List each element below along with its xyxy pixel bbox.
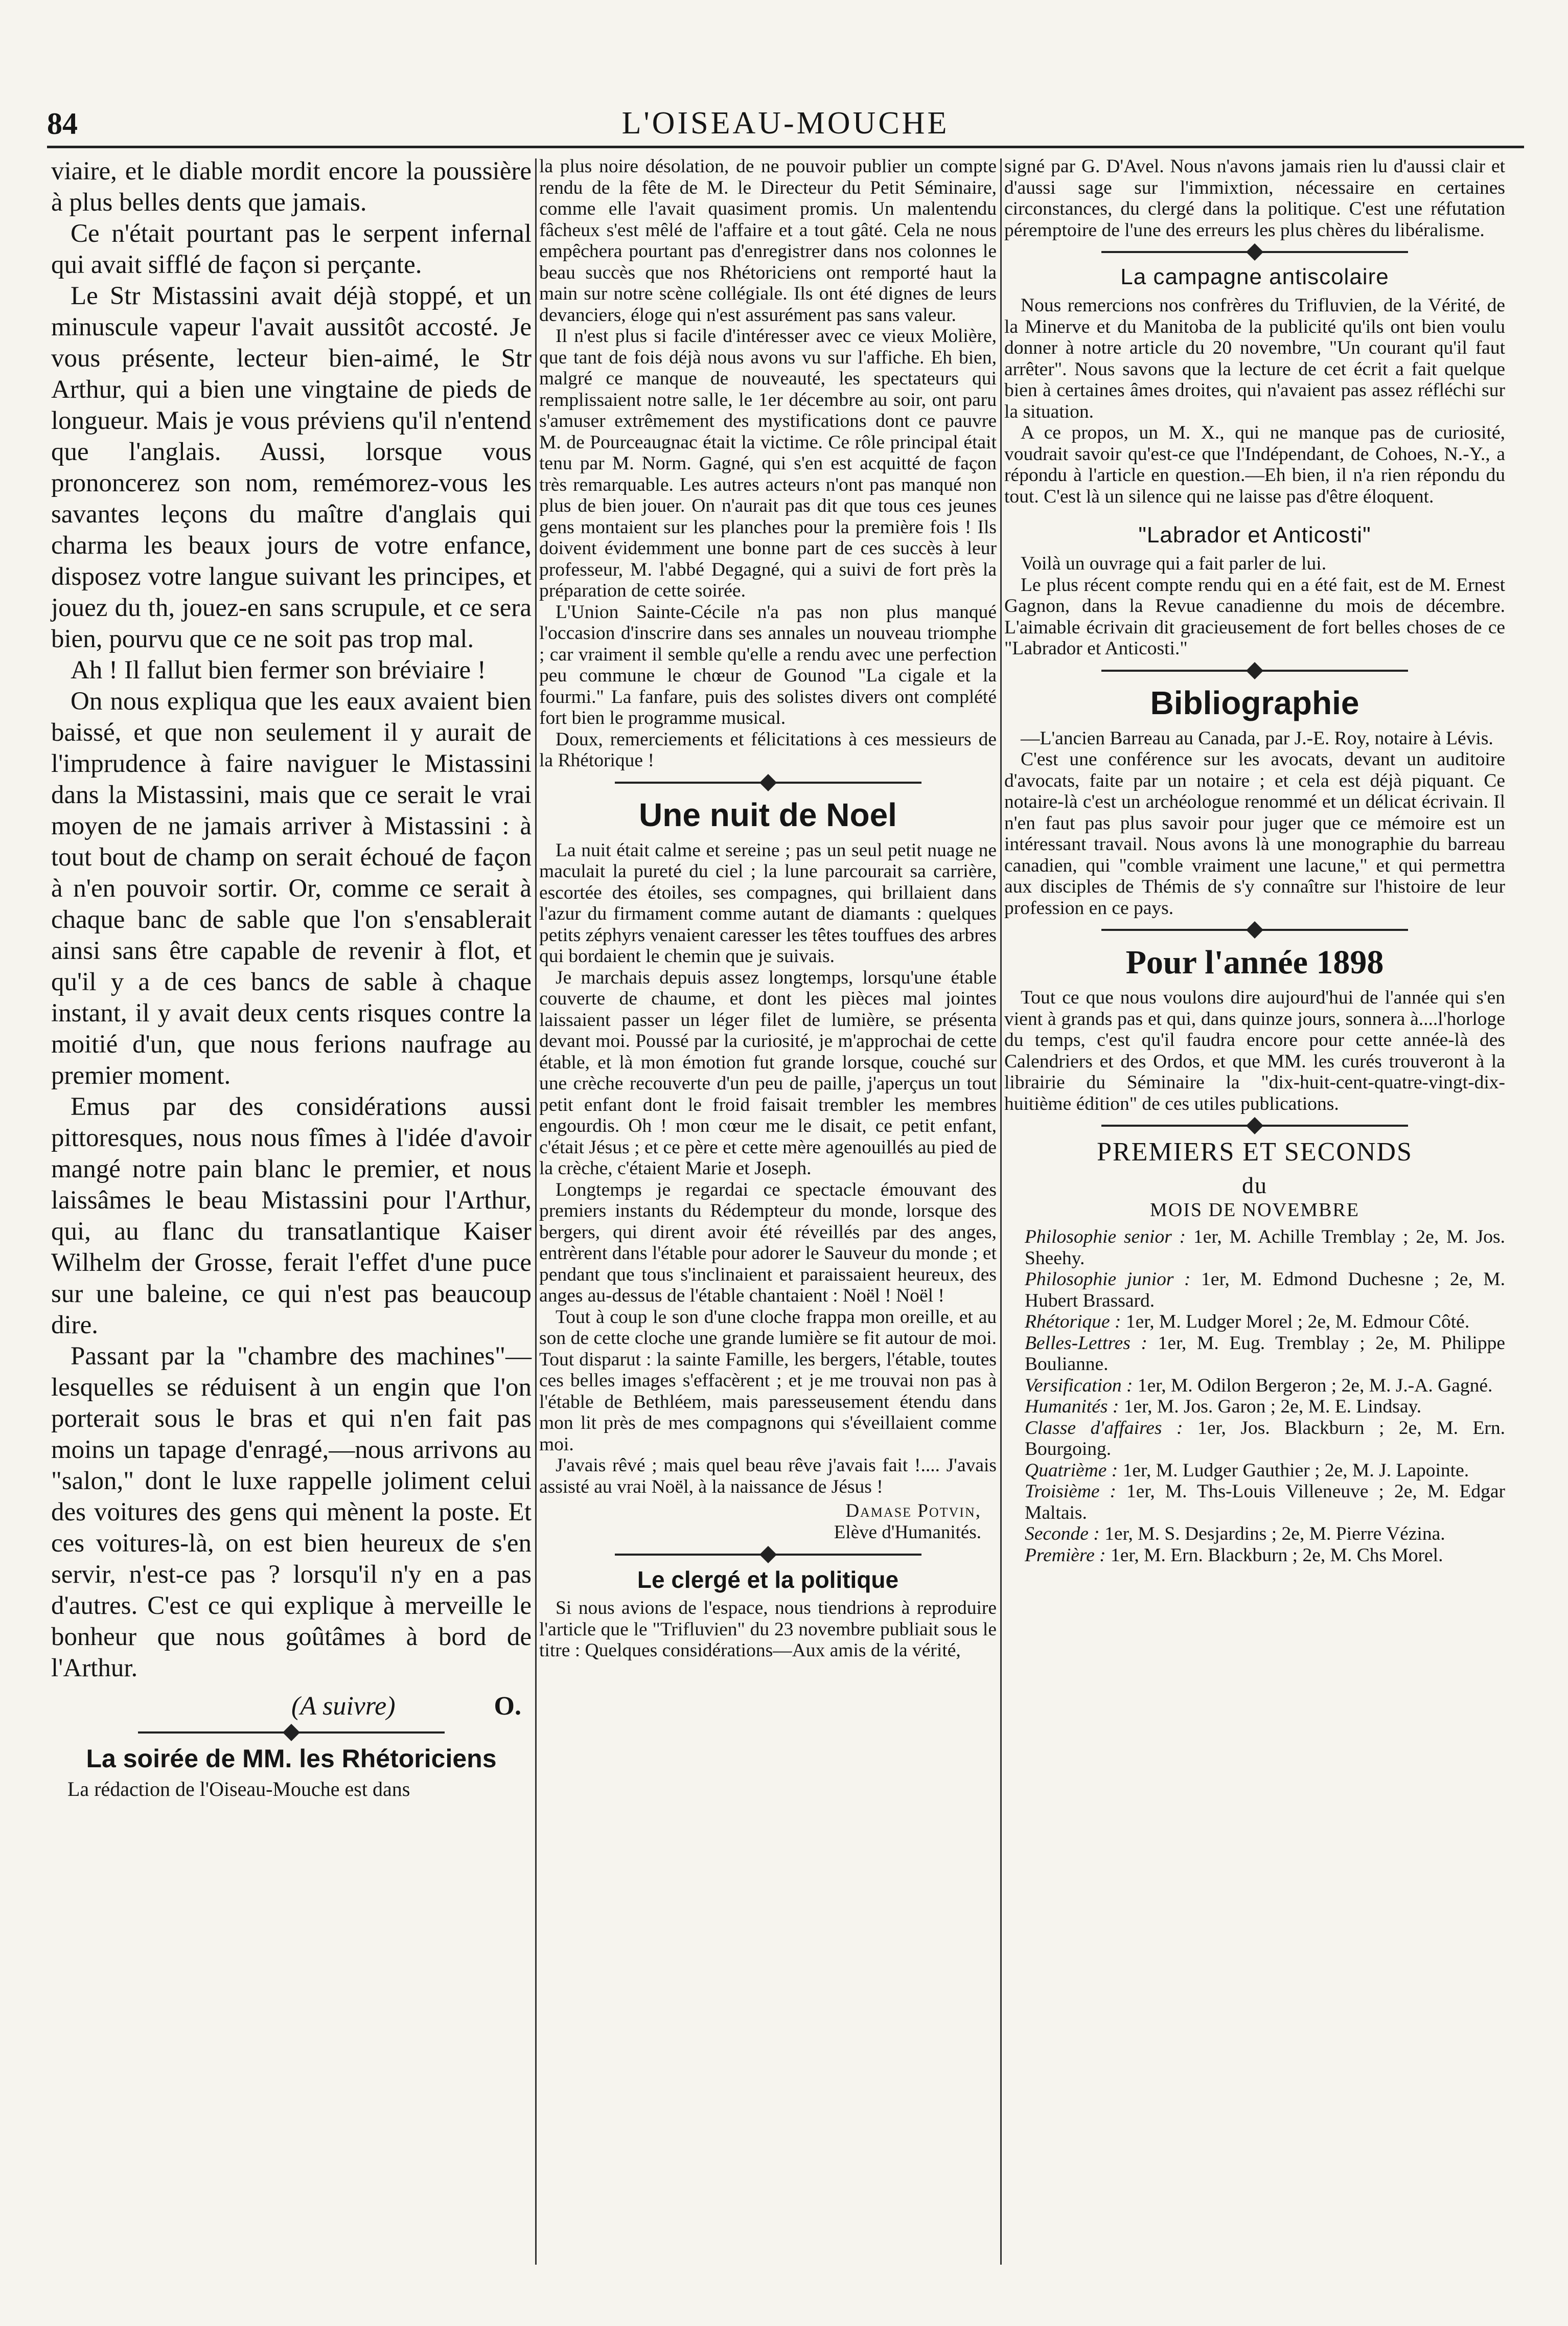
list-item: Rhétorique : 1er, M. Ludger Morel ; 2e, M. Edmour Côté. [1025, 1311, 1470, 1332]
ornament-rule [51, 1726, 532, 1739]
bibliographie-heading: Bibliographie [1150, 684, 1359, 721]
running-header [47, 102, 1524, 148]
ornament-rule [539, 777, 997, 789]
paragraph: Ce n'était pourtant pas le serpent infernal qui avait sifflé de façon si perçante. [51, 219, 532, 279]
journal-title: L'OISEAU-MOUCHE [621, 106, 950, 141]
column-divider [535, 158, 537, 2265]
paragraph: Il n'est plus si facile d'intéresser avec ce vieux Molière, que tant de fois déjà nous avons vu sur l'affiche. Eh bien, malgré ce manque de nouveauté, les spectateurs qui remplissaient notre salle, le 1er décembre au soir, ont paru s'amuser extrêmement des mystifications dont ce pauvre M. de Pourceaugnac était la victime. Ce rôle principal était tenu par M. Norm. Gagné, qui s'en est acquitté de façon très remarquable. Les autres acteurs n'ont pas manqué non plus de bien jouer. On n'aurait pas dit que tous ces jeunes gens montaient sur les planches pour la première fois ! Ils doivent évidemment une bonne part de ces succès à leur professeur, M. l'abbé Degagné, qui a suivi de fort près la préparation de cette soirée. [539, 326, 997, 601]
paragraph: C'est une conférence sur les avocats, devant un auditoire d'avocats, faite par un notaire ; et cela est déjà piquant. Ce notaire-là c'est un archéologue renommé et un délicat écrivain. Il n'en faut pas plus savoir pour juger que ce mémoire est un intéressant travail. Nous avons là une monographie du barreau canadien, qui "comble vraiment une lacune," et qui permettra aux disciples de Thémis de s'y connaître sur l'histoire de leur profession en ce pays. [1004, 749, 1505, 919]
paragraph: Je marchais depuis assez longtemps, lorsqu'une étable couverte de chaume, et dont les pièces mal jointes laissaient passer un léger filet de lumière, se présenta devant moi. Poussé par la curiosité, je m'approchai de cette étable, et là mon émotion fut grande lorsque, couché sur une crèche recouverte d'un peu de paille, j'aperçus un tout petit enfant dont le froid faisait trembler les membres engourdis. Oh ! mon cœur me le disait, ce petit enfant, c'était Jésus ; et ce père et cette mère agenouillés au pied de la crèche, c'étaient Marie et Joseph. [539, 967, 997, 1179]
paragraph: Longtemps je regardai ce spectacle émouvant des premiers instants du Rédempteur du monde, lorsque des bergers, qui dirent avoir été réveillés par des anges, entrèrent dans l'étable pour adorer le Sauveur du monde ; et pendant que tous s'inclinaient et paraissaient heureux, des anges au-dessus de l'étable chantaient : Noël ! Noël ! [539, 1179, 997, 1306]
list-item: Versification : 1er, M. Odilon Bergeron ; 2e, M. J.-A. Gagné. [1025, 1375, 1493, 1396]
to-be-continued [51, 1691, 521, 1721]
paragraph: J'avais rêvé ; mais quel beau rêve j'avais fait !.... J'avais assisté au vrai Noël, à la naissance de Jésus ! [539, 1455, 997, 1497]
list-item: Troisième : 1er, M. Ths-Louis Villeneuve ; 2e, M. Edgar Maltais. [1025, 1481, 1505, 1523]
premiers-month: MOIS DE NOVEMBRE [1150, 1199, 1359, 1221]
a-suivre: (A suivre) [291, 1692, 396, 1721]
paragraph: —L'ancien Barreau au Canada, par J.-E. Roy, notaire à Lévis. [1021, 727, 1493, 749]
ornament-rule [1004, 1120, 1505, 1132]
annee-heading: Pour l'année 1898 [1125, 944, 1384, 981]
list-item: Belles-Lettres : 1er, M. Eug. Tremblay ; 2e, M. Philippe Boulianne. [1025, 1332, 1505, 1375]
paragraph: A ce propos, un M. X., qui ne manque pas de curiosité, voudrait savoir qu'est-ce que l'Indépendant, de Cohoes, N.-Y., a répondu à l'article en question.—Eh bien, il n'a rien répondu du tout. C'est là un silence qui ne laisse pas d'être éloquent. [1004, 422, 1505, 507]
author-title: Elève d'Humanités. [834, 1522, 981, 1543]
column-divider [1000, 158, 1002, 2265]
paragraph: Si nous avions de l'espace, nous tiendrions à reproduire l'article que le "Trifluvien" du 23 novembre publiait sous le titre : Quelques considérations—Aux amis de la vérité, [539, 1598, 997, 1661]
paragraph: la plus noire désolation, de ne pouvoir publier un compte rendu de la fête de M. le Directeur du Petit Séminaire, comme elle l'avait quasiment promis. Un malentendu fâcheux s'est mêlé de l'affaire et a tout gâté. Cela ne nous empêchera pourtant pas d'enregistrer dans nos colonnes le beau succès que nos Rhétoriciens ont remporté haut la main sur notre scène collégiale. Ils ont été dignes de leurs devanciers, éloge qui n'est assurément pas sans valeur. [539, 156, 997, 326]
ornament-rule [1004, 246, 1505, 258]
premiers-heading: PREMIERS ET SECONDS [1097, 1137, 1413, 1167]
ornament-rule [1004, 924, 1505, 936]
list-item: Seconde : 1er, M. S. Desjardins ; 2e, M. Pierre Vézina. [1025, 1523, 1445, 1544]
paragraph: signé par G. D'Avel. Nous n'avons jamais rien lu d'aussi clair et d'aussi sage sur l'immixtion, nécessaire en certaines circonstances, du clergé dans la politique. C'est une réfutation péremptoire de l'une des erreurs les plus chères du libéralisme. [1004, 156, 1505, 241]
paragraph: Le Str Mistassini avait déjà stoppé, et un minuscule vapeur l'avait aussitôt accosté. Je vous présente, lecteur bien-aimé, le Str Arthur, qui a bien une vingtaine de pieds de longueur. Mais je vous préviens qu'il n'entend que l'anglais. Aussi, lorsque vous prononcerez son nom, remémorez-vous les savantes leçons du maître d'anglais qui charma les beaux jours de votre enfance, disposez votre langue suivant les principes, et jouez du th, jouez-en sans scrupule, et ce sera bien, pourvu que ce ne soit pas trop mal. [51, 282, 532, 653]
column-right [1004, 156, 1505, 1566]
page-number: 84 [47, 107, 78, 141]
paragraph: Nous remercions nos confrères du Trifluvien, de la Vérité, de la Minerve et du Manitoba de la publicité qu'ils ont bien voulu donner à notre article du 20 novembre, "Un courant qu'il faut arrêter". Nous savons que la lecture de cet écrit a fait quelque bien à certaines âmes droites, qui n'avaient pas assez réfléchi sur la situation. [1004, 295, 1505, 422]
campagne-heading: La campagne antiscolaire [1120, 264, 1389, 289]
list-item: Philosophie senior : 1er, M. Achille Tremblay ; 2e, M. Jos. Sheehy. [1025, 1226, 1506, 1269]
column-middle [539, 156, 997, 1661]
author-initial: O. [494, 1692, 521, 1721]
paragraph: Tout ce que nous voulons dire aujourd'hui de l'année qui s'en vient à grands pas et qui, dans quinze jours, sonnera à....l'horloge du temps, c'est qu'il faudra encore pour cette année-là des Calendriers et des Ordos, et que MM. les curés trouveront à la librairie du Séminaire la "dix-huit-cent-quatre-vingt-dix-huitième édition" de ces utiles publications. [1004, 987, 1505, 1114]
ornament-rule [1004, 665, 1505, 677]
paragraph: L'Union Sainte-Cécile n'a pas non plus manqué l'occasion d'inscrire dans ses annales un nouveau triomphe ; car vraiment il semble qu'elle a rendu avec une perfection peu commune le chœur de Gounod "La cigale et la fourmi." La fanfare, puis des solistes divers ont complété fort bien le programme musical. [539, 601, 997, 728]
list-item: Classe d'affaires : 1er, Jos. Blackburn ; 2e, M. Ern. Bourgoing. [1025, 1417, 1506, 1460]
premiers-du: du [1242, 1172, 1267, 1198]
author-name: Damase Potvin, [845, 1500, 981, 1521]
noel-heading: Une nuit de Noel [639, 796, 897, 833]
list-item: Quatrième : 1er, M. Ludger Gauthier ; 2e, M. J. Lapointe. [1025, 1460, 1469, 1481]
noel-signature [539, 1500, 981, 1543]
paragraph: La nuit était calme et sereine ; pas un seul petit nuage ne maculait la pureté du ciel ; la lune parcourait sa carrière, escortée des étoiles, ses compagnes, qui brillaient dans l'azur du firmament comme autant de diamants : quelques petits zéphyrs venaient caresser les têtes touffues des arbres qui bordaient le chemin que je suivais. [539, 839, 997, 967]
ornament-rule [539, 1548, 997, 1561]
paragraph: On nous expliqua que les eaux avaient bien baissé, et que non seulement il y aurait de l'imprudence à faire naviguer le Mistassini dans la Mistassini, mais que ce serait le vrai moyen de ne jamais arriver à Mistassini : à tout bout de champ on serait échoué de façon à n'en pouvoir sortir. Or, comme ce serait à chaque banc de sable que l'on s'ensablerait ainsi sans être capable de revenir à flot, et qu'il y a de ces bancs de sable à chaque instant, il y avait deux cents risques contre la moitié d'un, que nous ferions naufrage au premier moment. [51, 687, 532, 1090]
list-item: Philosophie junior : 1er, M. Edmond Duchesne ; 2e, M. Hubert Brassard. [1025, 1269, 1505, 1311]
paragraph: La rédaction de l'Oiseau-Mouche est dans [67, 1777, 410, 1800]
paragraph: Voilà un ouvrage qui a fait parler de lui. [1021, 553, 1327, 574]
paragraph: Emus par des considérations aussi pittoresques, nous nous fîmes à l'idée d'avoir mangé notre pain blanc le premier, et nous laissâmes le beau Mistassini pour l'Arthur, qui, au flanc du transatlantique Kaiser Wilhelm der Grosse, ferait l'effet d'une puce sur une baleine, ce qui n'est pas beaucoup dire. [51, 1092, 532, 1339]
paragraph: viaire, et le diable mordit encore la poussière à plus belles dents que jamais. [51, 157, 532, 217]
column-left [51, 156, 532, 1801]
list-item: Première : 1er, M. Ern. Blackburn ; 2e, M. Chs Morel. [1025, 1544, 1443, 1566]
paragraph: Ah ! Il fallut bien fermer son bréviaire ! [71, 656, 486, 685]
paragraph: Passant par la "chambre des machines"—lesquelles se réduisent à un engin que l'on porterait sous le bras et qui n'en fait pas moins un tapage d'enragé,—nous arrivons au "salon," dont le luxe rappelle joliment celui des voitures des gens qui mènent la poste. Et ces voitures-là, on est bien heureux de s'en servir, n'est-ce pas ? lorsqu'il n'y en a pas d'autres. C'est ce qui explique à merveille le bonheur que nous goûtâmes à bord de l'Arthur. [51, 1342, 532, 1682]
list-item: Humanités : 1er, M. Jos. Garon ; 2e, M. E. Lindsay. [1025, 1396, 1422, 1417]
paragraph: Le plus récent compte rendu qui en a été fait, est de M. Ernest Gagnon, dans la Revue canadienne du mois de décembre. L'aimable écrivain dit gracieusement de fort belles choses de ce "Labrador et Anticosti." [1004, 574, 1505, 659]
premiers-list [1004, 1226, 1505, 1566]
paragraph: Doux, remerciements et félicitations à ces messieurs de la Rhétorique ! [539, 728, 997, 771]
soiree-heading: La soirée de MM. les Rhétoriciens [86, 1744, 497, 1773]
clerge-heading: Le clergé et la politique [637, 1566, 899, 1593]
paragraph: Tout à coup le son d'une cloche frappa mon oreille, et au son de cette cloche une grande lumière se fit autour de moi. Tout disparut : la sainte Famille, les bergers, l'étable, toutes ces belles images s'effacèrent ; et je me trouvai non pas à l'étable de Bethléem, mais paresseusement étendu dans mon lit près de mes compagnons qui s'éveillaient comme moi. [539, 1306, 997, 1455]
labrador-heading: "Labrador et Anticosti" [1138, 522, 1371, 548]
header-rule [47, 146, 1524, 148]
